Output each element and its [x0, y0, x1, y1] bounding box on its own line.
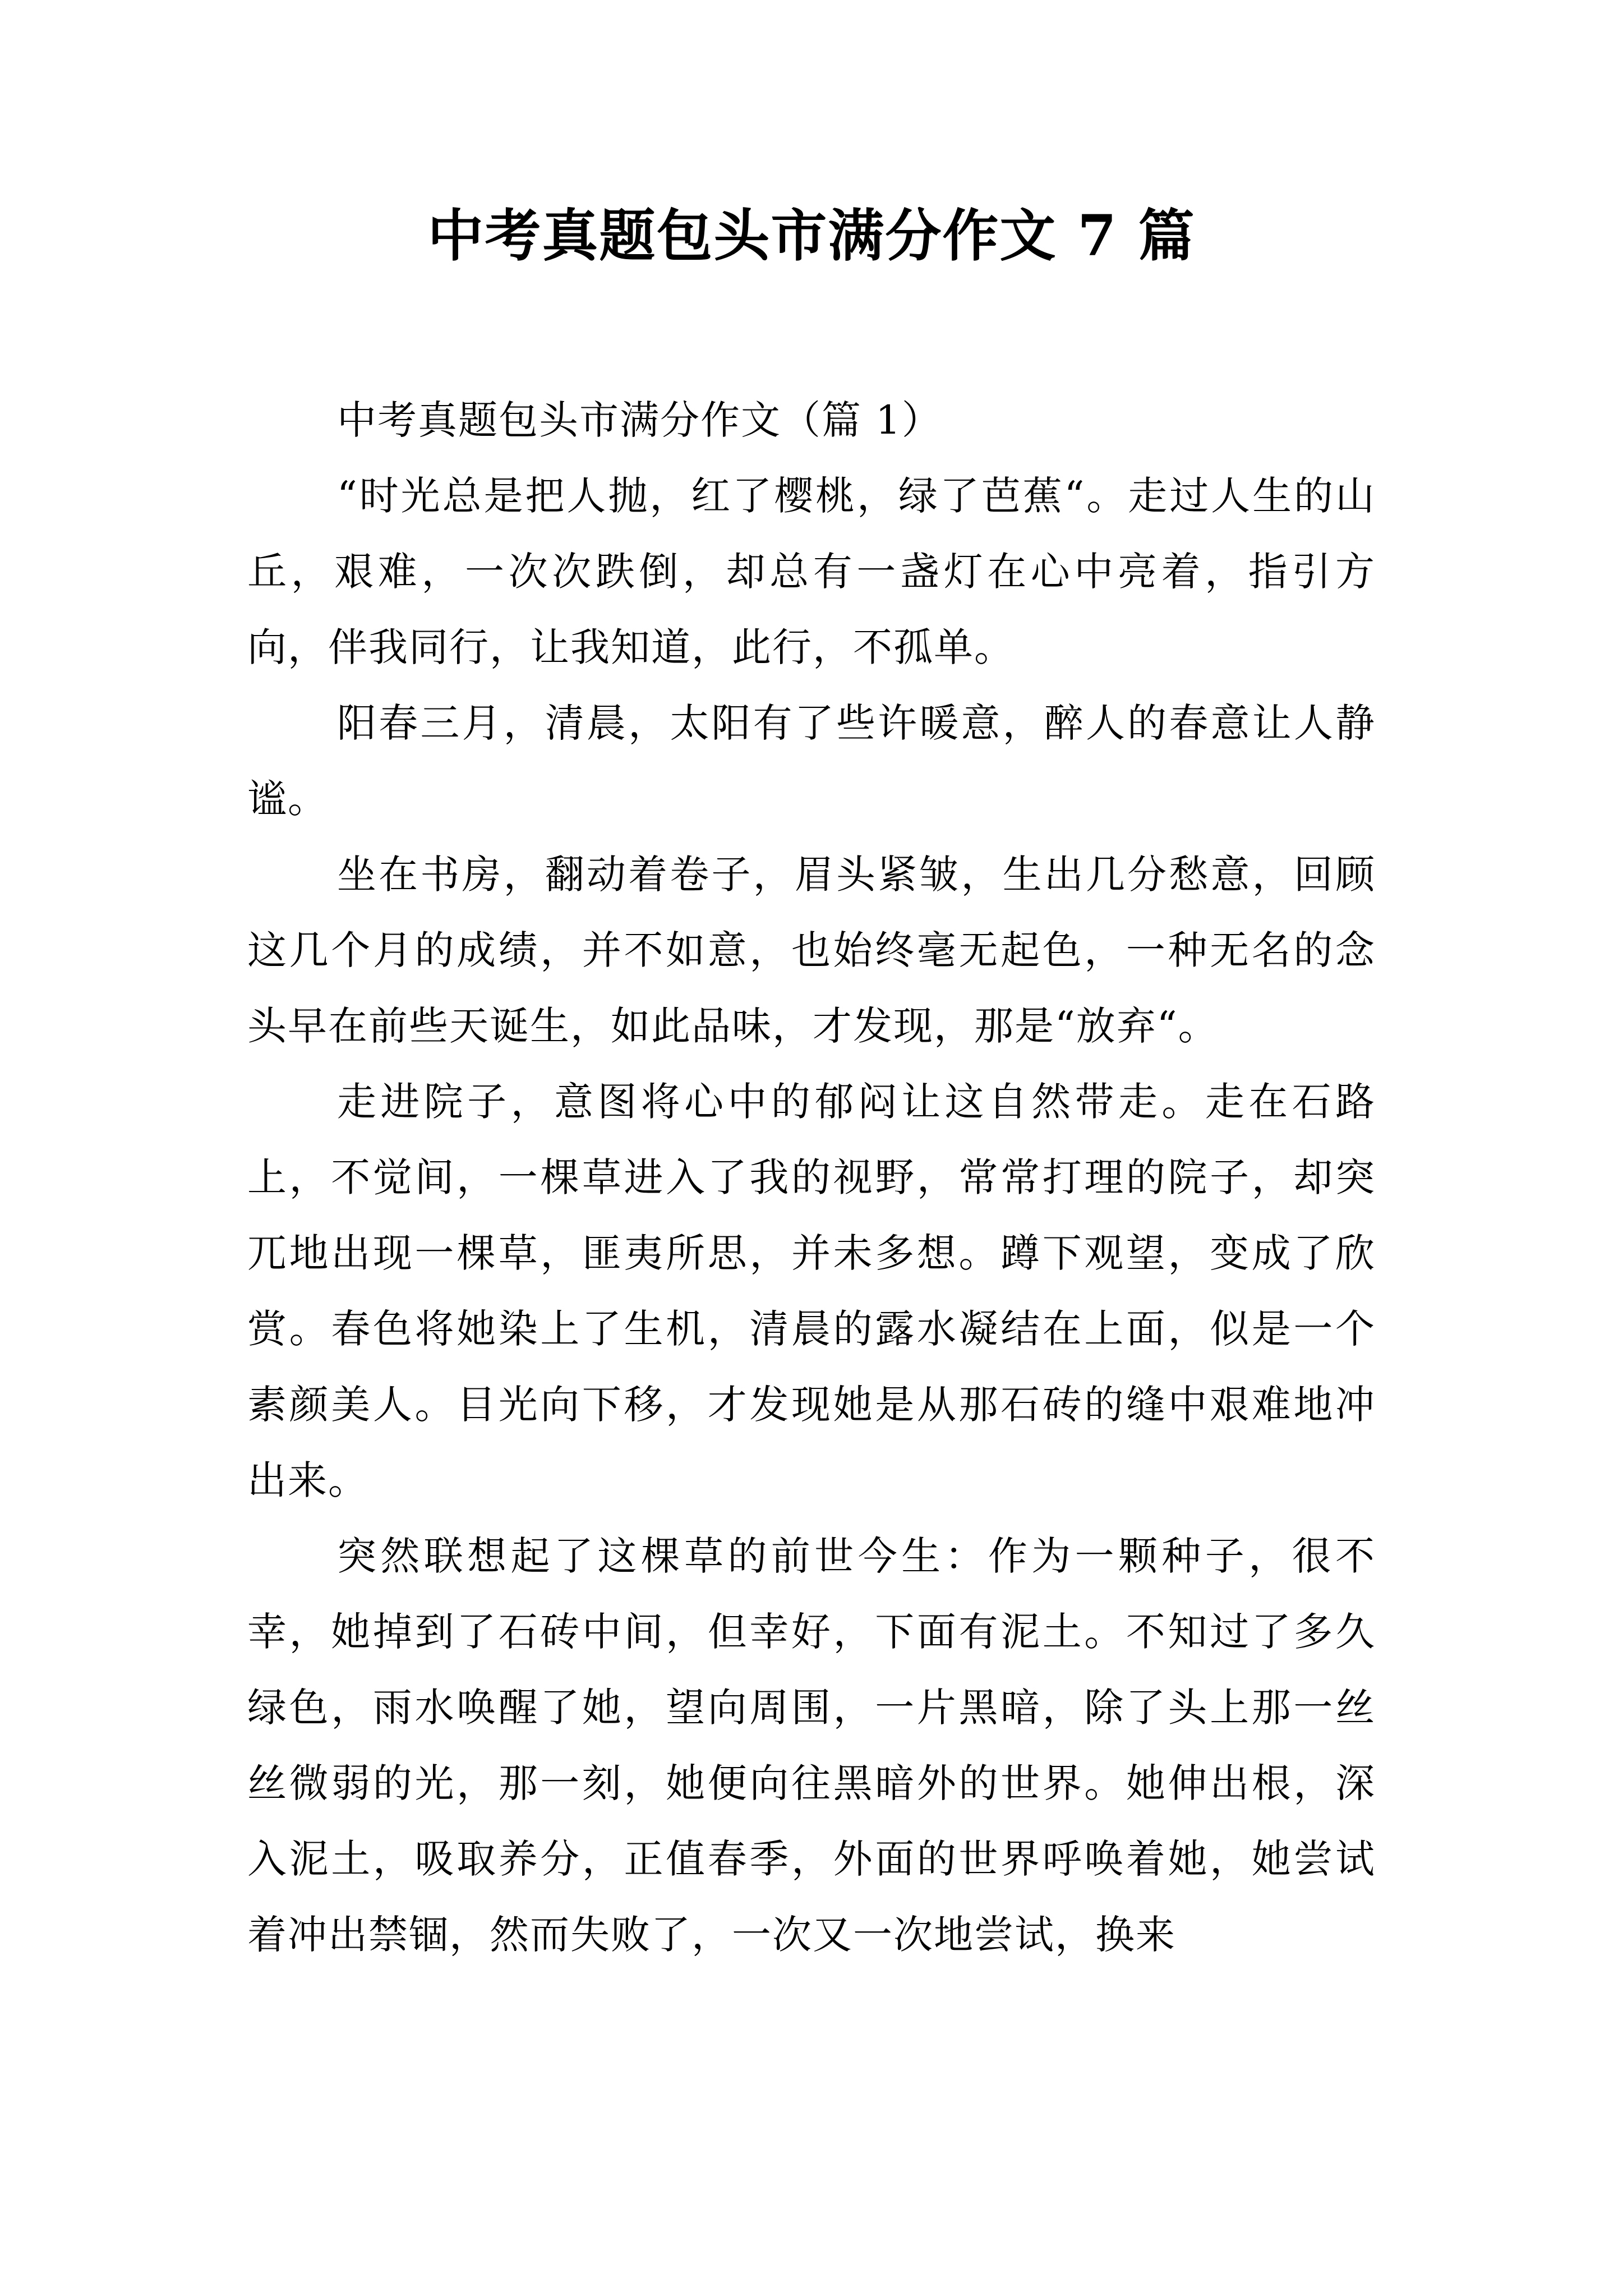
document-body	[247, 383, 1376, 1973]
document-title: 中考真题包头市满分作文 7 篇	[427, 203, 1196, 269]
paragraph: 阳春三月，清晨，太阳有了些许暖意，醉人的春意让人静谧。	[247, 700, 1376, 822]
paragraph: “时光总是把人抛，红了樱桃，绿了芭蕉“。走过人生的山丘，艰难，一次次跌倒，却总有一盏灯在心中亮着，指引方向，伴我同行，让我知道，此行，不孤单。	[247, 473, 1376, 670]
paragraph: 坐在书房，翻动着卷子，眉头紧皱，生出几分愁意，回顾这几个月的成绩，并不如意，也始终毫无起色，一种无名的念头早在前些天诞生，如此品味，才发现，那是“放弃“。	[247, 852, 1376, 1049]
paragraph: 突然联想起了这棵草的前世今生：作为一颗种子，很不幸，她掉到了石砖中间，但幸好，下面有泥土。不知过了多久绿色，雨水唤醒了她，望向周围，一片黑暗，除了头上那一丝丝微弱的光，那一刻，她便向往黑暗外的世界。她伸出根，深入泥土，吸取养分，正值春季，外面的世界呼唤着她，她尝试着冲出禁锢，然而失败了，一次又一次地尝试，换来	[247, 1533, 1376, 1958]
section-heading: 中考真题包头市满分作文（篇 1）	[337, 397, 942, 443]
paragraph: 走进院子，意图将心中的郁闷让这自然带走。走在石路上，不觉间，一棵草进入了我的视野，常常打理的院子，却突兀地出现一棵草，匪夷所思，并未多想。蹲下观望，变成了欣赏。春色将她染上了生机，清晨的露水凝结在上面，似是一个素颜美人。目光向下移，才发现她是从那石砖的缝中艰难地冲出来。	[247, 1079, 1376, 1503]
